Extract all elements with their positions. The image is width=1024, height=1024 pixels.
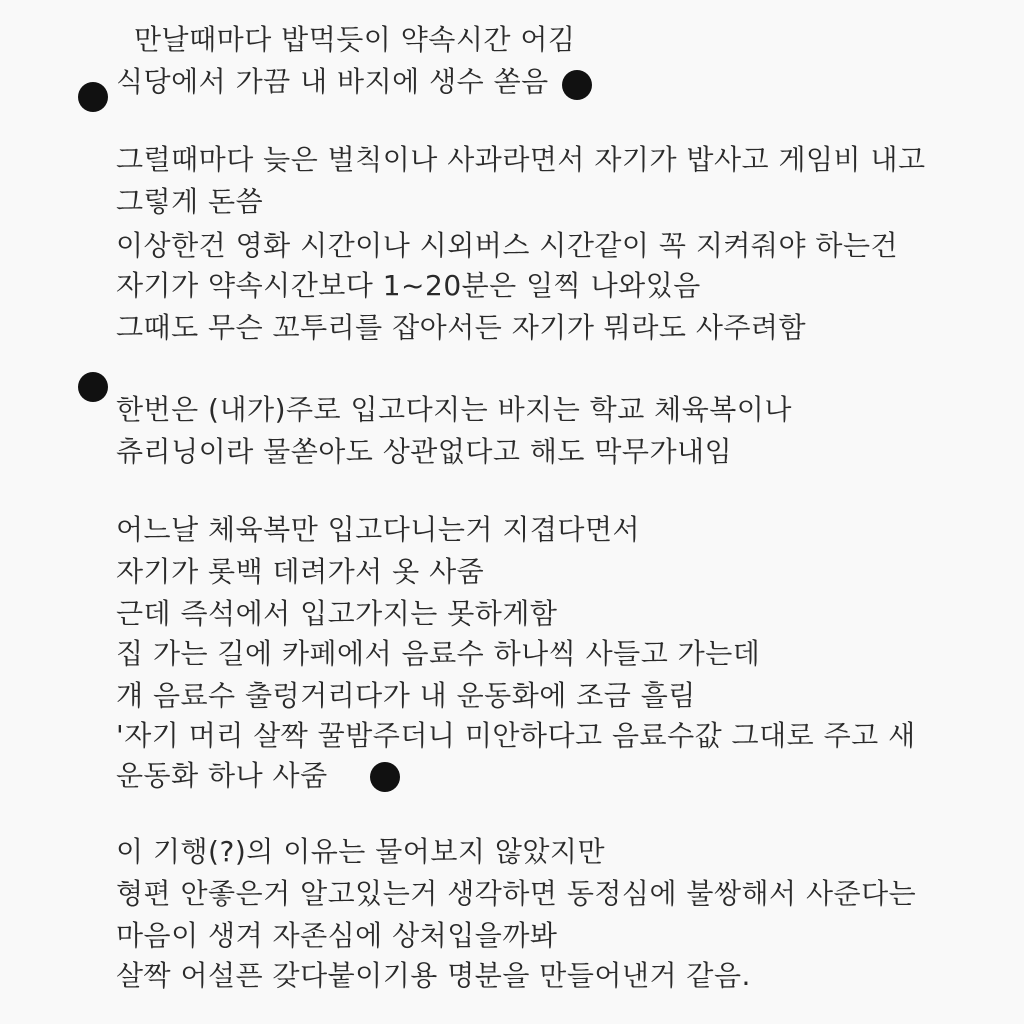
- text-line-20: 살짝 어설픈 갖다붙이기용 명분을 만들어낸거 같음.: [116, 959, 751, 992]
- text-line-17: 이 기행(?)의 이유는 물어보지 않았지만: [116, 835, 606, 868]
- bullet-dot-icon: [562, 70, 592, 100]
- text-line-12: 근데 즉석에서 입고가지는 못하게함: [116, 597, 558, 630]
- text-line-8: 한번은 (내가)주로 입고다지는 바지는 학교 체육복이나: [116, 393, 792, 426]
- bullet-dot-icon: [370, 762, 400, 792]
- text-line-6: 자기가 약속시간보다 1~20분은 일찍 나와있음: [116, 269, 701, 302]
- text-line-14: 걔 음료수 출렁거리다가 내 운동화에 조금 흘림: [116, 679, 696, 712]
- text-line-5: 이상한건 영화 시간이나 시외버스 시간같이 꼭 지켜줘야 하는건: [116, 229, 899, 262]
- text-line-11: 자기가 롯백 데려가서 옷 사줌: [116, 555, 485, 588]
- text-line-18: 형편 안좋은거 알고있는거 생각하면 동정심에 불쌍해서 사준다는: [116, 877, 917, 910]
- text-line-9: 츄리닝이라 물쏟아도 상관없다고 해도 막무가내임: [116, 435, 733, 468]
- bullet-dot-icon: [78, 82, 108, 112]
- text-line-16: 운동화 하나 사줌: [116, 759, 328, 792]
- text-line-4: 그렇게 돈씀: [116, 185, 264, 218]
- bullet-dot-icon: [78, 372, 108, 402]
- text-line-2: 식당에서 가끔 내 바지에 생수 쏟음: [116, 65, 549, 98]
- text-line-10: 어느날 체육복만 입고다니는거 지겹다면서: [116, 513, 641, 546]
- text-line-1: 만날때마다 밥먹듯이 약속시간 어김: [134, 23, 576, 56]
- text-line-15: '자기 머리 살짝 꿀밤주더니 미안하다고 음료수값 그대로 주고 새: [116, 719, 916, 752]
- text-line-13: 집 가는 길에 카페에서 음료수 하나씩 사들고 가는데: [116, 637, 761, 670]
- text-line-3: 그럴때마다 늦은 벌칙이나 사과라면서 자기가 밥사고 게임비 내고: [116, 143, 926, 176]
- text-line-7: 그때도 무슨 꼬투리를 잡아서든 자기가 뭐라도 사주려함: [116, 311, 807, 344]
- text-line-19: 마음이 생겨 자존심에 상처입을까봐: [116, 919, 558, 952]
